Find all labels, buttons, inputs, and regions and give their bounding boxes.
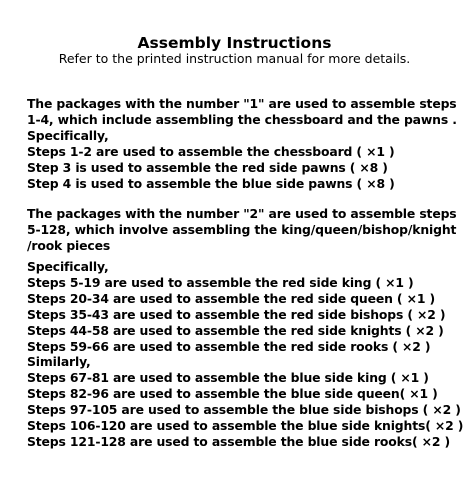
red-rooks-steps: Steps 59-66 are used to assemble the red side rooks ( ×2 ): [27, 339, 431, 354]
blue-bishops-steps: Steps 97-105 are used to assemble the blue side bishops ( ×2 ): [27, 402, 461, 417]
package-2-section: [27, 206, 467, 254]
red-side-section: [27, 259, 467, 355]
red-knights-steps: Steps 44-58 are used to assemble the red side knights ( ×2 ): [27, 323, 444, 338]
blue-queen-steps: Steps 82-96 are used to assemble the blue side queen( ×1 ): [27, 386, 438, 401]
chessboard-steps: Steps 1-2 are used to assemble the chessboard ( ×1 ): [27, 144, 395, 159]
package-2-intro-line-3: /rook pieces: [27, 238, 111, 253]
blue-king-steps: Steps 67-81 are used to assemble the blue side king ( ×1 ): [27, 370, 429, 385]
package-1-intro-line-1: The packages with the number "1" are used to assemble steps: [27, 96, 457, 111]
red-king-steps: Steps 5-19 are used to assemble the red side king ( ×1 ): [27, 275, 414, 290]
red-side-specifically: Specifically,: [27, 259, 109, 274]
blue-pawns-step: Step 4 is used to assemble the blue side pawns ( ×8 ): [27, 176, 395, 191]
package-1-intro-line-2: 1-4, which include assembling the chessboard and the pawns .: [27, 112, 457, 127]
blue-side-similarly: Similarly,: [27, 354, 91, 369]
package-2-intro-line-2: 5-128, which involve assembling the king/queen/bishop/knight: [27, 222, 457, 237]
package-1-section: [27, 96, 467, 192]
blue-rooks-steps: Steps 121-128 are used to assemble the blue side rooks( ×2 ): [27, 434, 451, 449]
page-subtitle: Refer to the printed instruction manual for more details.: [58, 51, 411, 66]
red-pawns-step: Step 3 is used to assemble the red side pawns ( ×8 ): [27, 160, 388, 175]
red-bishops-steps: Steps 35-43 are used to assemble the red side bishops ( ×2 ): [27, 307, 446, 322]
package-2-intro-line-1: The packages with the number "2" are used to assemble steps: [27, 206, 457, 221]
blue-knights-steps: Steps 106-120 are used to assemble the blue side knights( ×2 ): [27, 418, 464, 433]
package-1-specifically: Specifically,: [27, 128, 109, 143]
blue-side-section: [27, 354, 467, 450]
red-queen-steps: Steps 20-34 are used to assemble the red side queen ( ×1 ): [27, 291, 435, 306]
page-title: Assembly Instructions: [137, 34, 332, 52]
